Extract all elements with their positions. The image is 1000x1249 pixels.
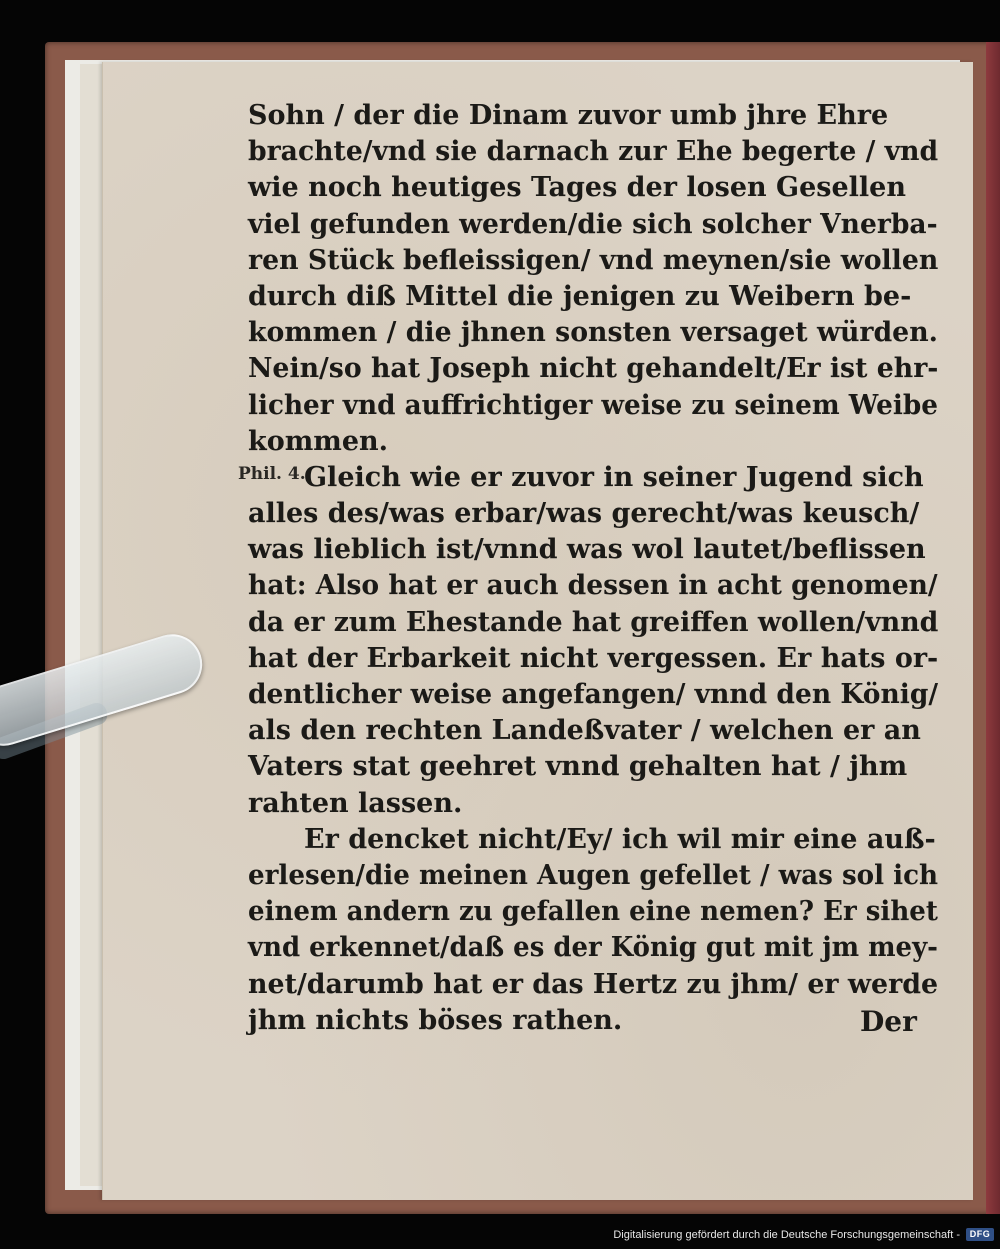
text-line: alles des/was erbar/was gerecht/was keusch/ [248,498,920,530]
text-line: Vaters stat geehret vnnd gehalten hat / jhm [248,751,908,783]
text-line: was lieblich ist/vnnd was wol lautet/beflissen [248,534,926,566]
text-line: kommen. [248,425,389,457]
text-line: durch diß Mittel die jenigen zu Weibern be- [248,280,912,312]
footer-credit: Digitalisierung gefördert durch die Deutsche Forschungsgemeinschaft - [613,1229,960,1241]
text-line: licher vnd auffrichtiger weise zu seinem Weibe [248,389,938,421]
text-line: Sohn / der die Dinam zuvor umb jhre Ehre [248,100,889,131]
text-line: vnd erkennet/daß es der König gut mit jm mey- [248,932,938,964]
text-line: hat der Erbarkeit nicht vergessen. Er hats or- [248,642,939,674]
text-line: wie noch heutiges Tages der losen Gesellen [248,172,906,204]
text-line: ren Stück befleissigen/ vnd meynen/sie wollen [248,244,939,276]
text-line: dentlicher weise angefangen/ vnnd den König/ [248,679,939,710]
text-line: jhm nichts böses rathen. [248,1004,623,1036]
text-line: rahten lassen. [248,787,463,819]
text-line: einem andern zu gefallen eine nemen? Er sihet [248,896,938,928]
text-line: net/darumb hat er das Hertz zu jhm/ er werde [248,968,939,1000]
text-line: hat: Also hat er auch dessen in acht genomen/ [248,570,938,602]
text-line: als den rechten Landeßvater / welchen er an [248,715,921,747]
marginal-note: Phil. 4. [238,464,306,484]
page-text [248,98,938,1039]
text-line: da er zum Ehestande hat greiffen wollen/vnnd [248,606,939,638]
text-line: Er dencket nicht/Ey/ ich wil mir eine auß- [304,823,936,855]
text-line: erlesen/die meinen Augen gefellet / was sol ich [248,859,939,891]
text-line: viel gefunden werden/die sich solcher Vnerba- [248,208,938,240]
dfg-logo-icon: DFG [966,1228,994,1241]
catchword: Der [860,1005,917,1038]
text-line: Gleich wie er zuvor in seiner Jugend sich [304,461,924,493]
text-line: brachte/vnd sie darnach zur Ehe begerte / vnd [248,136,939,168]
board-edge [986,42,1000,1214]
text-line: Nein/so hat Joseph nicht gehandelt/Er ist ehr- [248,353,939,385]
text-line: kommen / die jhnen sonsten versaget würden. [248,317,938,349]
